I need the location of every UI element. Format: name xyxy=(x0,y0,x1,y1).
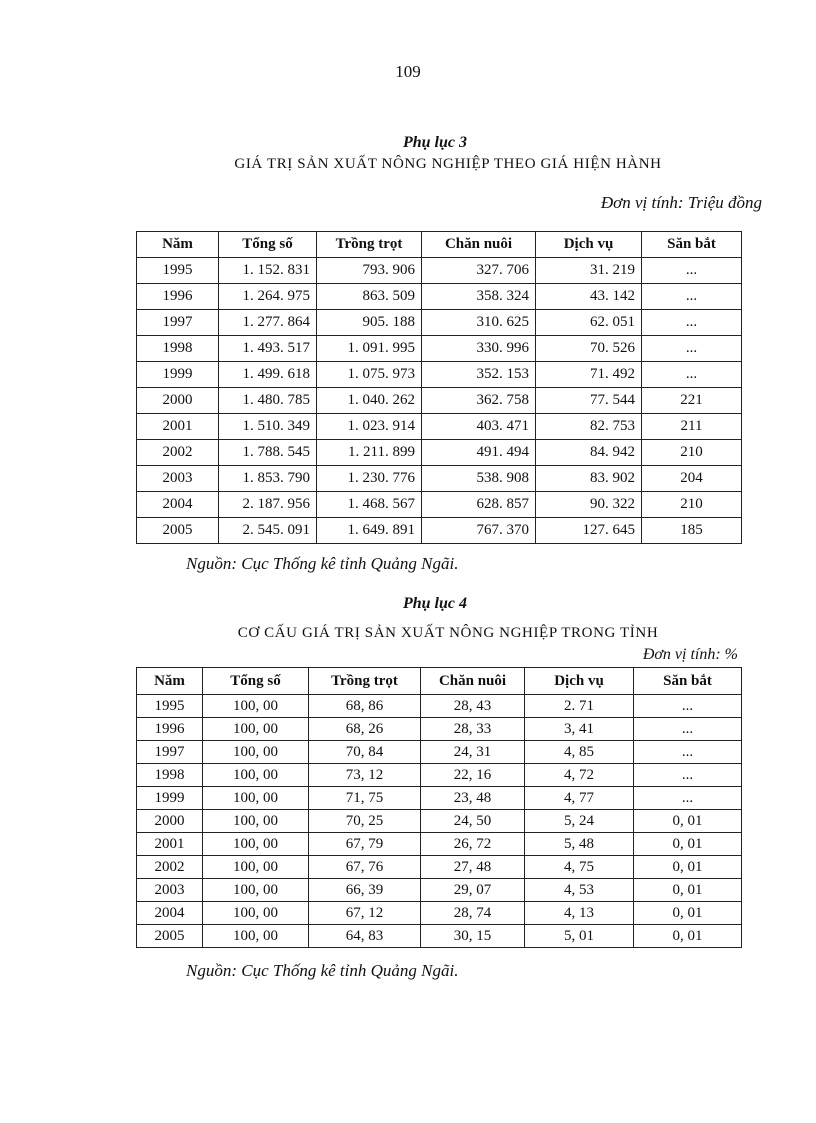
column-header-services: Dịch vụ xyxy=(536,232,642,258)
column-header-total: Tổng số xyxy=(219,232,317,258)
table-cell: 1. 023. 914 xyxy=(317,414,422,440)
table-cell: 221 xyxy=(642,388,742,414)
table-cell: 1998 xyxy=(137,336,219,362)
table-cell: 100, 00 xyxy=(203,925,309,948)
table-row xyxy=(137,284,742,310)
table-cell: 2002 xyxy=(137,440,219,466)
table-cell: 28, 43 xyxy=(421,695,525,718)
table-cell: 83. 902 xyxy=(536,466,642,492)
column-header-livestock: Chăn nuôi xyxy=(421,668,525,695)
table-cell: 185 xyxy=(642,518,742,544)
table-cell: 330. 996 xyxy=(422,336,536,362)
table-cell: 100, 00 xyxy=(203,856,309,879)
table-cell: 2004 xyxy=(137,902,203,925)
table-cell: 5, 01 xyxy=(525,925,634,948)
table-cell: 767. 370 xyxy=(422,518,536,544)
table-cell: 26, 72 xyxy=(421,833,525,856)
table-cell: 1996 xyxy=(137,718,203,741)
table-cell: 70, 84 xyxy=(309,741,421,764)
table-row xyxy=(137,336,742,362)
table-cell: 77. 544 xyxy=(536,388,642,414)
table-cell: 29, 07 xyxy=(421,879,525,902)
table-cell: 1999 xyxy=(137,787,203,810)
table-cell: 1. 277. 864 xyxy=(219,310,317,336)
table-cell: 4, 53 xyxy=(525,879,634,902)
table-row xyxy=(137,388,742,414)
table-cell: 73, 12 xyxy=(309,764,421,787)
table-cell: 100, 00 xyxy=(203,902,309,925)
table-cell: 67, 12 xyxy=(309,902,421,925)
table-cell: 538. 908 xyxy=(422,466,536,492)
table-cell: 62. 051 xyxy=(536,310,642,336)
table-cell: 68, 26 xyxy=(309,718,421,741)
table-cell: 22, 16 xyxy=(421,764,525,787)
table-cell: 71. 492 xyxy=(536,362,642,388)
table-row xyxy=(137,833,742,856)
table-cell: 1995 xyxy=(137,258,219,284)
table-cell: 23, 48 xyxy=(421,787,525,810)
table-row xyxy=(137,362,742,388)
table-cell: 905. 188 xyxy=(317,310,422,336)
table-row xyxy=(137,258,742,284)
table-cell: 0, 01 xyxy=(634,902,742,925)
table-cell: 70. 526 xyxy=(536,336,642,362)
table-row xyxy=(137,925,742,948)
table-cell: 100, 00 xyxy=(203,741,309,764)
appendix-3-source: Nguồn: Cục Thống kê tỉnh Quảng Ngãi. xyxy=(186,554,459,573)
table-cell: 0, 01 xyxy=(634,879,742,902)
table-cell: 1. 493. 517 xyxy=(219,336,317,362)
appendix-4-unit: Đơn vị tính: % xyxy=(642,646,738,663)
table-cell: 1. 230. 776 xyxy=(317,466,422,492)
table-cell: 1. 788. 545 xyxy=(219,440,317,466)
table-cell: 863. 509 xyxy=(317,284,422,310)
appendix-4-heading: CƠ CẤU GIÁ TRỊ SẢN XUẤT NÔNG NGHIỆP TRONG TỈNH xyxy=(237,625,659,641)
table-cell: 64, 83 xyxy=(309,925,421,948)
table-cell: 24, 31 xyxy=(421,741,525,764)
table-cell: 100, 00 xyxy=(203,764,309,787)
table-cell: 24, 50 xyxy=(421,810,525,833)
table-cell: 1996 xyxy=(137,284,219,310)
table-cell: 1998 xyxy=(137,764,203,787)
table-cell: 0, 01 xyxy=(634,925,742,948)
table-cell: 1. 040. 262 xyxy=(317,388,422,414)
table-row xyxy=(137,310,742,336)
table-cell: 1. 649. 891 xyxy=(317,518,422,544)
table-cell: 491. 494 xyxy=(422,440,536,466)
table-cell: 4, 13 xyxy=(525,902,634,925)
table-cell: 2003 xyxy=(137,466,219,492)
column-header-year: Năm xyxy=(137,232,219,258)
table-cell: 3, 41 xyxy=(525,718,634,741)
table-cell: 100, 00 xyxy=(203,879,309,902)
table-cell: 30, 15 xyxy=(421,925,525,948)
table-cell: 43. 142 xyxy=(536,284,642,310)
table-cell: 403. 471 xyxy=(422,414,536,440)
table-cell: 1. 853. 790 xyxy=(219,466,317,492)
table-cell: 2. 71 xyxy=(525,695,634,718)
table-cell: 0, 01 xyxy=(634,856,742,879)
table-cell: 0, 01 xyxy=(634,810,742,833)
table-cell: 67, 76 xyxy=(309,856,421,879)
table-header-row xyxy=(137,232,742,258)
table-cell: 5, 24 xyxy=(525,810,634,833)
table-cell: ... xyxy=(642,258,742,284)
table-cell: 1. 510. 349 xyxy=(219,414,317,440)
table-cell: 1. 499. 618 xyxy=(219,362,317,388)
table-cell: 310. 625 xyxy=(422,310,536,336)
table-row xyxy=(137,518,742,544)
table-cell: 2. 545. 091 xyxy=(219,518,317,544)
table-cell: 100, 00 xyxy=(203,810,309,833)
table-cell: 1999 xyxy=(137,362,219,388)
table-row xyxy=(137,492,742,518)
table-cell: 210 xyxy=(642,440,742,466)
column-header-services: Dịch vụ xyxy=(525,668,634,695)
table-cell: ... xyxy=(634,787,742,810)
appendix-3-title: Phụ lục 3 xyxy=(402,134,467,151)
table-cell: ... xyxy=(642,284,742,310)
table-row xyxy=(137,902,742,925)
column-header-hunting: Săn bắt xyxy=(634,668,742,695)
table-row xyxy=(137,440,742,466)
table-cell: 4, 75 xyxy=(525,856,634,879)
column-header-year: Năm xyxy=(137,668,203,695)
appendix-4-source: Nguồn: Cục Thống kê tỉnh Quảng Ngãi. xyxy=(186,961,459,980)
table-row xyxy=(137,879,742,902)
table-cell: 66, 39 xyxy=(309,879,421,902)
table-cell: 1. 264. 975 xyxy=(219,284,317,310)
column-header-crops: Trồng trọt xyxy=(317,232,422,258)
table-row xyxy=(137,764,742,787)
table-cell: 2003 xyxy=(137,879,203,902)
table-cell: 1997 xyxy=(137,310,219,336)
table-row xyxy=(137,741,742,764)
appendix-3-table xyxy=(136,231,742,544)
table-cell: 0, 01 xyxy=(634,833,742,856)
table-cell: 4, 85 xyxy=(525,741,634,764)
table-cell: 2001 xyxy=(137,414,219,440)
table-cell: 28, 74 xyxy=(421,902,525,925)
table-cell: 84. 942 xyxy=(536,440,642,466)
table-cell: 1997 xyxy=(137,741,203,764)
table-cell: 100, 00 xyxy=(203,718,309,741)
table-cell: ... xyxy=(634,718,742,741)
table-cell: 2000 xyxy=(137,388,219,414)
column-header-hunting: Săn bắt xyxy=(642,232,742,258)
appendix-4-table xyxy=(136,667,742,948)
table-cell: 71, 75 xyxy=(309,787,421,810)
table-cell: 358. 324 xyxy=(422,284,536,310)
table-row xyxy=(137,787,742,810)
table-row xyxy=(137,466,742,492)
table-cell: 27, 48 xyxy=(421,856,525,879)
appendix-3-unit: Đơn vị tính: Triệu đồng xyxy=(600,193,762,212)
column-header-crops: Trồng trọt xyxy=(309,668,421,695)
column-header-total: Tổng số xyxy=(203,668,309,695)
table-row xyxy=(137,695,742,718)
table-cell: 100, 00 xyxy=(203,695,309,718)
appendix-4-title: Phụ lục 4 xyxy=(402,595,467,612)
table-row xyxy=(137,856,742,879)
table-cell: 100, 00 xyxy=(203,787,309,810)
table-cell: 70, 25 xyxy=(309,810,421,833)
table-cell: ... xyxy=(642,362,742,388)
table-cell: 28, 33 xyxy=(421,718,525,741)
table-row xyxy=(137,718,742,741)
table-cell: 1995 xyxy=(137,695,203,718)
table-cell: ... xyxy=(642,336,742,362)
column-header-livestock: Chăn nuôi xyxy=(422,232,536,258)
table-cell: 628. 857 xyxy=(422,492,536,518)
appendix-3-heading: GIÁ TRỊ SẢN XUẤT NÔNG NGHIỆP THEO GIÁ HIỆN HÀNH xyxy=(234,156,662,172)
table-cell: 5, 48 xyxy=(525,833,634,856)
table-row xyxy=(137,810,742,833)
table-cell: 2000 xyxy=(137,810,203,833)
table-cell: 82. 753 xyxy=(536,414,642,440)
table-cell: 1. 468. 567 xyxy=(317,492,422,518)
table-cell: 327. 706 xyxy=(422,258,536,284)
table-cell: 127. 645 xyxy=(536,518,642,544)
table-cell: 68, 86 xyxy=(309,695,421,718)
table-cell: 67, 79 xyxy=(309,833,421,856)
table-cell: 210 xyxy=(642,492,742,518)
table-cell: 4, 72 xyxy=(525,764,634,787)
table-cell: 2004 xyxy=(137,492,219,518)
table-cell: 31. 219 xyxy=(536,258,642,284)
table-cell: 2005 xyxy=(137,925,203,948)
table-cell: 1. 152. 831 xyxy=(219,258,317,284)
table-cell: 1. 480. 785 xyxy=(219,388,317,414)
table-cell: 793. 906 xyxy=(317,258,422,284)
table-cell: 4, 77 xyxy=(525,787,634,810)
table-row xyxy=(137,414,742,440)
table-cell: 211 xyxy=(642,414,742,440)
table-header-row xyxy=(137,668,742,695)
table-cell: 1. 091. 995 xyxy=(317,336,422,362)
table-cell: ... xyxy=(634,764,742,787)
table-cell: 2001 xyxy=(137,833,203,856)
table-cell: 204 xyxy=(642,466,742,492)
table-cell: ... xyxy=(634,741,742,764)
table-cell: 100, 00 xyxy=(203,833,309,856)
table-cell: 90. 322 xyxy=(536,492,642,518)
table-cell: 352. 153 xyxy=(422,362,536,388)
table-cell: 2. 187. 956 xyxy=(219,492,317,518)
table-cell: ... xyxy=(634,695,742,718)
table-cell: 1. 211. 899 xyxy=(317,440,422,466)
table-cell: 362. 758 xyxy=(422,388,536,414)
table-cell: 2002 xyxy=(137,856,203,879)
table-cell: 1. 075. 973 xyxy=(317,362,422,388)
page-number: 109 xyxy=(395,62,421,81)
table-cell: ... xyxy=(642,310,742,336)
table-cell: 2005 xyxy=(137,518,219,544)
